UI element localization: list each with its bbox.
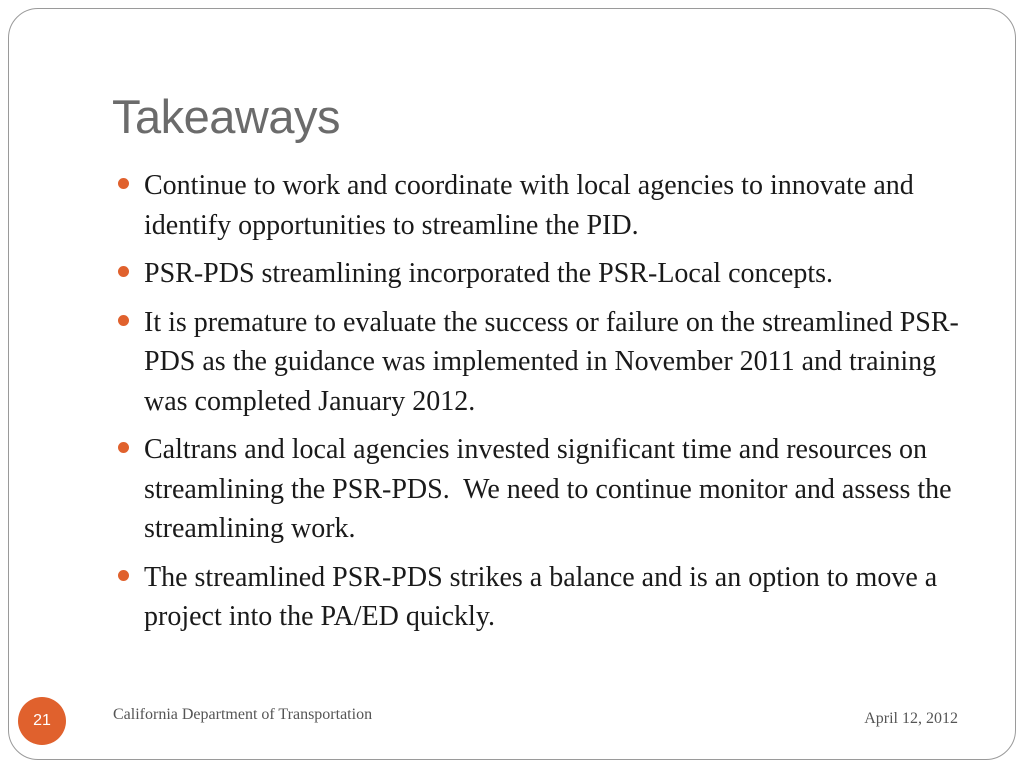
bullet-dot-icon [118,315,129,326]
bullet-dot-icon [118,266,129,277]
footer-date: April 12, 2012 [864,710,958,727]
bullet-text: Continue to work and coordinate with local agencies to innovate and identify opportunities to streamline the PID. [144,170,914,241]
bullet-text: PSR-PDS streamlining incorporated the PSR-Local concepts. [144,258,834,289]
bullet-dot-icon [118,570,129,581]
footer-organization: California Department of Transportation [113,706,373,723]
bullet-text: It is premature to evaluate the success or failure on the streamlined PSR-PDS as the guidance was implemented in November 2011 and training was completed January 2012. [144,306,959,417]
bullet-dot-icon [118,442,129,453]
bullet-item [118,303,978,422]
bullet-list [118,166,978,646]
bullet-item [118,558,978,637]
bullet-text: The streamlined PSR-PDS strikes a balance and is an option to move a project into the PA/ED quickly. [144,561,938,632]
page-number-badge: 21 [18,697,66,745]
bullet-text: Caltrans and local agencies invested significant time and resources on streamlining the PSR-PDS. We need to continue monitor and assess the streamlining work. [144,434,959,544]
slide-title: Takeaways [112,90,340,143]
bullet-dot-icon [118,178,129,189]
bullet-item [118,254,978,294]
bullet-item [118,430,978,549]
bullet-item [118,166,978,245]
